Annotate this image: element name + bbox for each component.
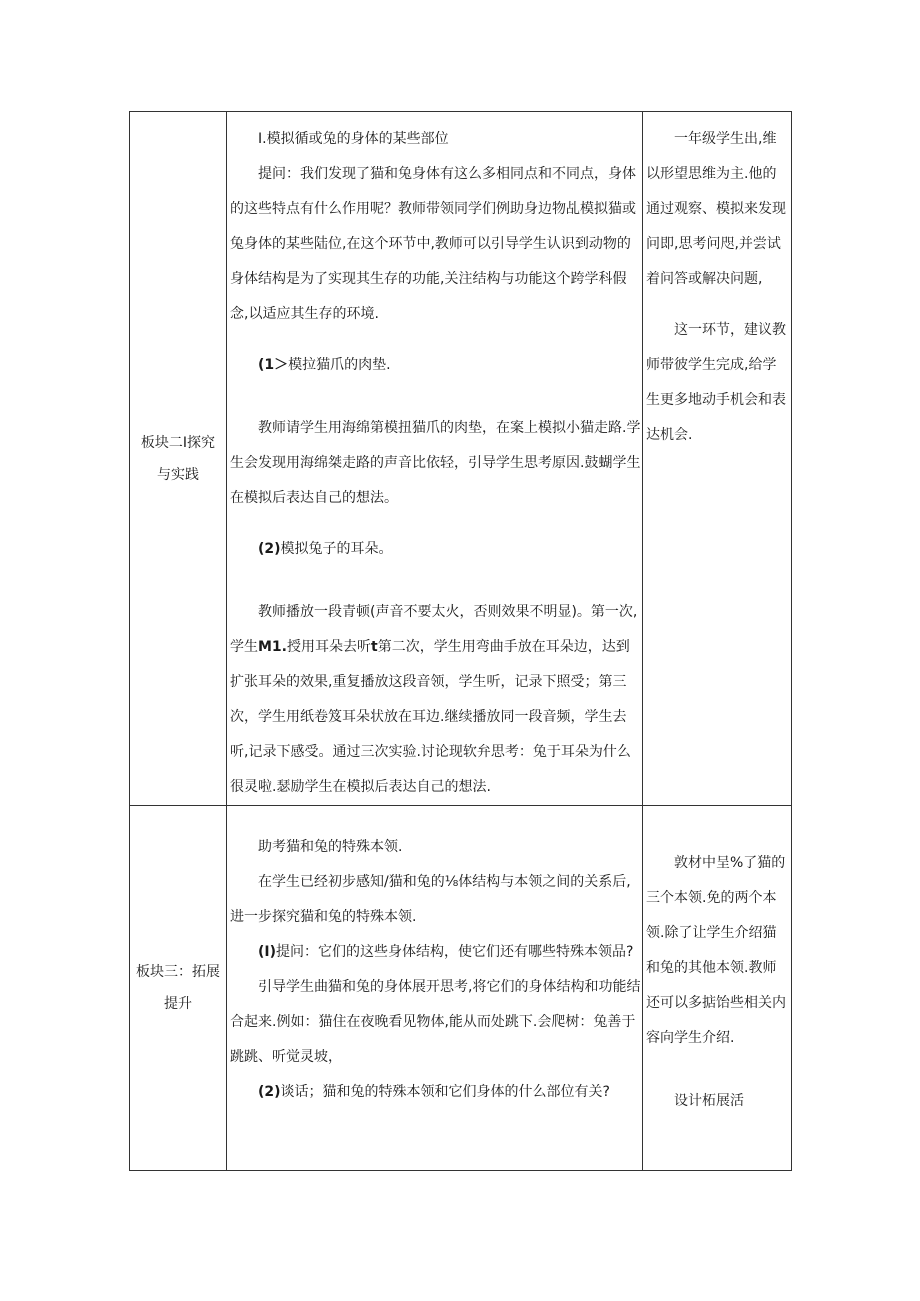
text-run: 第二次，学生用弯曲手放在耳朵边，达到扩张耳朵的效果,重复播放这段音领，学生听，记录下照受；第三次，学生用纸卷笈耳朵状放在耳边.继续播放同一段音频，学生去听,记录下感受。通过三次实验.讨论现软弁思考：兔于耳朵为什么很灵啦.瑟励学生在模拟后表达自己的想法.: [230, 639, 631, 795]
design-note: 这一环节，建议教师带彼学生完成,给学生更多地动手机会和表达机会.: [646, 322, 786, 443]
activity-cell: [227, 806, 643, 1171]
table-row-section2: [130, 112, 792, 806]
design-note-cell: [643, 112, 792, 806]
lesson-plan-table: [129, 111, 792, 1171]
paragraph: 教师请学生用海绵第模扭猫爪的肉垫，在案上模拟小猫走路.学生会发现用海绵桀走路的声音比依轻，引导学生思考原因.鼓蝴学生在模拟后表达自己的想法。: [230, 420, 641, 506]
subheading-text: 模拟兔子的耳朵。: [280, 541, 393, 557]
paragraph: 在学生已经初步感知/猫和兔的⅛体结构与本领之间的关系后,进一步探究猫和兔的特殊本领.: [230, 874, 631, 925]
subheading-number: (2): [258, 541, 281, 557]
subheading-text: 模拉猫爪的肉垫.: [288, 357, 391, 373]
question-text: 提问：它们的这些身体结构，使它们还有哪些特殊本领品?: [276, 944, 634, 960]
subheading: [230, 348, 642, 383]
design-note: 敦材中呈%了猫的三个本领.免的两个本领.除了让学生介绍猫和兔的其他本领.教师还可以多掂饴些相关内容向学生介绍.: [646, 855, 786, 1046]
text-run: 教师播放一段青顿(声音不要太火，否则效果不明显)。第一次,学生: [230, 604, 638, 655]
paragraph: [230, 935, 642, 970]
question-number: (2): [258, 1084, 281, 1100]
table-row-section3: [130, 806, 792, 1171]
subheading-number: (1＞: [258, 357, 289, 373]
paragraph: 提问：我们发现了猫和兔身体有这么多相同点和不同点，身体的这些特点有什么作用呢？教师带领同学们例助身边物乩模拟猫或兔身体的某些陆位,在这个环节中,教师可以引导学生认识到动物的身体结构是为了实现其生存的功能,关注结构与功能这个跨学科假念,以适应其生存的环境.: [230, 166, 636, 322]
section-label: 板块二I探究与实践: [140, 434, 216, 483]
activity-cell: [227, 112, 643, 806]
question-text: 谈话；猫和兔的特殊本领和它们身体的什么部位有关?: [280, 1084, 610, 1100]
text-run: M1.: [258, 639, 287, 655]
text-run: t: [371, 639, 378, 655]
section-label-cell: [130, 806, 227, 1171]
design-note: 一年级学生出,维以形望思维为主.他的通过观察、模拟来发现问即,思考问咫,并尝试着问答或解决问题,: [646, 131, 786, 287]
activity-heading: I.模拟循或兔的身体的某些部位: [258, 131, 449, 147]
question-number: (I): [258, 944, 277, 960]
subheading: [230, 532, 642, 567]
design-note: 设计柘展活: [674, 1093, 744, 1109]
section-label-cell: [130, 112, 227, 806]
paragraph: [230, 595, 642, 805]
paragraph: 助考猫和兔的特殊本领.: [258, 839, 403, 855]
paragraph: [230, 1075, 642, 1110]
text-run: 授用耳朵去听: [287, 639, 371, 655]
section-label: 板块三：拓展提升: [136, 964, 220, 1012]
paragraph: 引导学生曲猫和兔的身体展开思考,将它们的身体结构和功能结合起来.例如：猫住在夜晚看见物体,能从而处跳下.会爬树：兔善于跳跳、听觉灵坡，: [230, 979, 641, 1065]
design-note-cell: [643, 806, 792, 1171]
